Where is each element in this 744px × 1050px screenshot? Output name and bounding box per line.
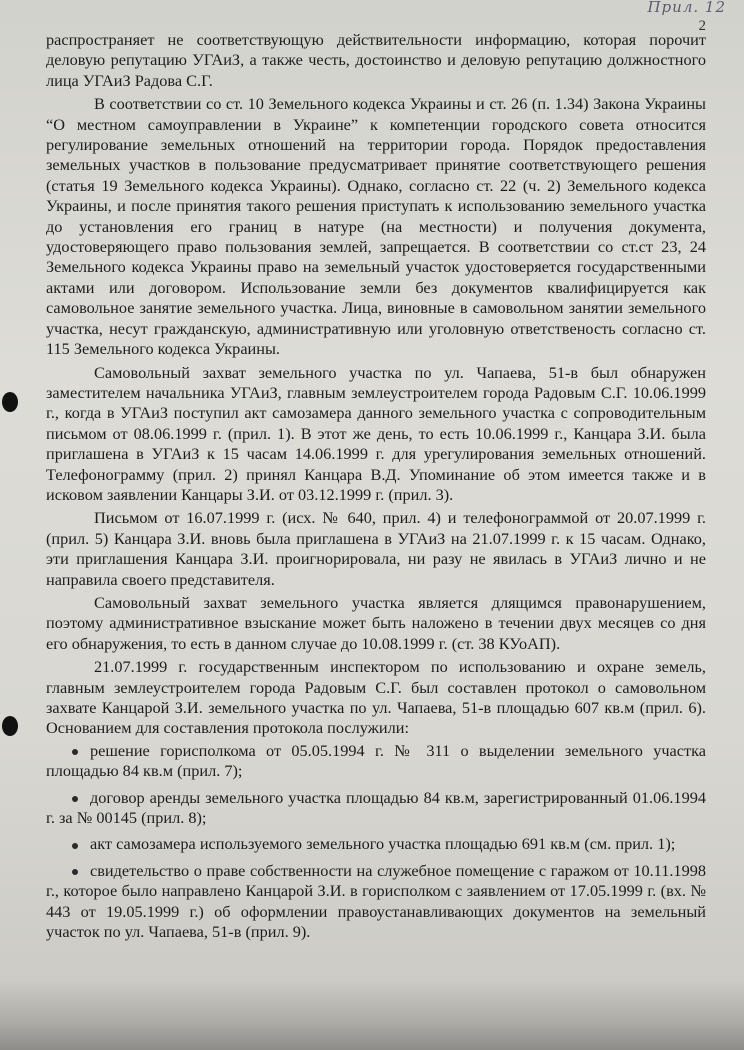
scan-shadow	[0, 980, 744, 1050]
document-body	[46, 30, 706, 942]
list-item-text: свидетельство о праве собственности на служебное помещение с гаражом от 10.11.1998 г., которое было направлено Канцарой З.И. в горисполком с заявлением от 17.05.1999 г. (вх. № 443 от 19.05.1999 г.) об оформлении правоустанавливающих документов на земельный участок по ул. Чапаева, 51-в (прил. 9).	[46, 860, 706, 942]
punch-hole-icon	[2, 392, 18, 412]
list-item	[46, 741, 706, 782]
list-item-text: акт самозамера используемого земельного участка площадью 691 кв.м (см. прил. 1);	[90, 834, 676, 854]
punch-hole-icon	[2, 716, 18, 736]
list-item-text: договор аренды земельного участка площадью 84 кв.м, зарегистрированный 01.06.1994 г. за № 00145 (прил. 8);	[46, 787, 706, 828]
paragraph: В соответствии со ст. 10 Земельного кодекса Украины и ст. 26 (п. 1.34) Закона Украины “О местном самоуправлении в Украине” к компетенции городского совета относится регулирование земельных отношений на территории города. Порядок предоставления земельных участков в пользование предусматривает принятие соответствующего решения (статья 19 Земельного кодекса Украины). Однако, согласно ст. 22 (ч. 2) Земельного кодекса Украины, и после принятия такого решения приступать к использованию земельного участка до установления его границ в натуре (на местности) и получения документа, удостоверяющего право пользования землей, запрещается. В соответствии со ст.ст 23, 24 Земельного кодекса Украины право на земельный участок удостоверяется государственными актами или договором. Использование земли без документов квалифицируется как самовольное занятие земельного участка. Лица, виновные в самовольном занятии земельного участка, несут гражданскую, административную или уголовную ответственость согласно ст. 115 Земельного кодекса Украины.	[46, 94, 706, 359]
paragraph: распространяет не соответствующую действительности информацию, которая порочит деловую репутацию УГАиЗ, а также честь, достоинство и деловую репутацию должностного лица УГАиЗ Радова С.Г.	[46, 30, 706, 90]
list-item-text: решение горисполкома от 05.05.1994 г. № 311 о выделении земельного участка площадью 84 кв.м (прил. 7);	[46, 740, 706, 781]
bullet-icon	[72, 796, 78, 802]
bullet-icon	[72, 869, 78, 875]
paragraph: Письмом от 16.07.1999 г. (исх. № 640, прил. 4) и телефонограммой от 20.07.1999 г. (прил. 5) Канцара З.И. вновь была приглашена в УГАиЗ на 21.07.1999 г. к 15 часам. Однако, эти приглашения Канцара З.И. проигнорировала, ни разу не явилась в УГАиЗ лично и не направила своего представителя.	[46, 508, 706, 589]
paragraph: Самовольный захват земельного участка по ул. Чапаева, 51-в был обнаружен заместителем начальника УГАиЗ, главным землеустроителем города Радовым С.Г. 10.06.1999 г., когда в УГАиЗ поступил акт самозамера данного земельного участка с сопроводительным письмом от 08.06.1999 г. (прил. 1). В этот же день, то есть 10.06.1999 г., Канцара З.И. была приглашена в УГАиЗ к 15 часам 14.06.1999 г. для урегулирования земельных отношений. Телефонограмму (прил. 2) принял Канцара В.Д. Упоминание об этом имеется также и в исковом заявлении Канцары З.И. от 03.12.1999 г. (прил. 3).	[46, 362, 706, 504]
list-item	[46, 861, 706, 943]
paragraph: Самовольный захват земельного участка является длящимся правонарушением, поэтому административное взыскание может быть наложено в течении двух месяцев со дня его обнаружения, то есть в данном случае до 10.08.1999 г. (ст. 38 КУоАП).	[46, 592, 706, 653]
list-item	[46, 788, 706, 829]
page-number: 2	[698, 18, 706, 34]
bullet-icon	[72, 749, 78, 755]
bullet-icon	[72, 843, 78, 849]
list-item	[46, 834, 706, 854]
paragraph: 21.07.1999 г. государственным инспектором по использованию и охране земель, главным землеустроителем города Радовым С.Г. был составлен протокол о самовольном захвате Канцарой З.И. земельного участка по ул. Чапаева, 51-в площадью 607 кв.м (прил. 6). Основанием для составления протокола послужили:	[46, 657, 706, 738]
evidence-list	[46, 741, 706, 943]
handwritten-note: Прил. 12	[647, 0, 726, 16]
